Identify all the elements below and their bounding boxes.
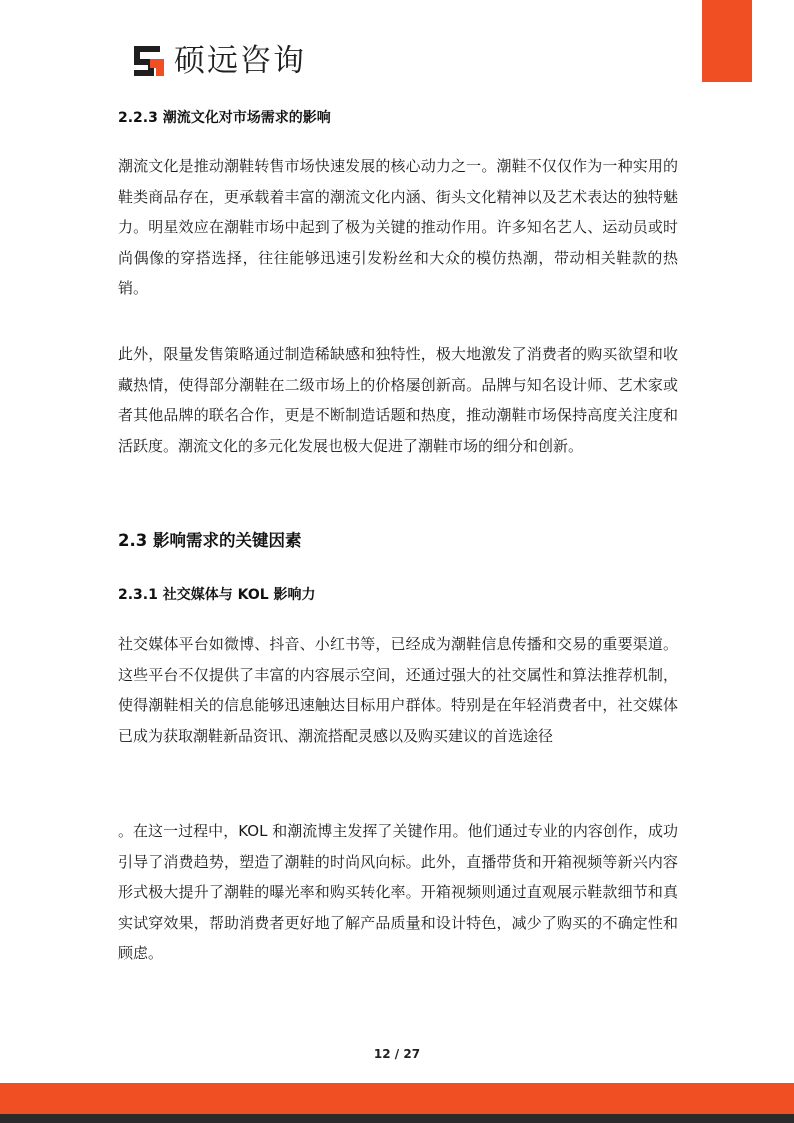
page-number: 12 / 27 — [373, 1047, 421, 1061]
section-heading-2-2-3: 2.2.3 潮流文化对市场需求的影响 — [118, 110, 331, 126]
section-heading-2-3: 2.3 影响需求的关键因素 — [118, 531, 302, 550]
footer-orange-bar — [0, 1083, 794, 1114]
paragraph: 潮流文化是推动潮鞋转售市场快速发展的核心动力之一。潮鞋不仅仅作为一种实用的鞋类商品存在，更承载着丰富的潮流文化内涵、街头文化精神以及艺术表达的独特魅力。明星效应在潮鞋市场中起到了极为关键的推动作用。许多知名艺人、运动员或时尚偶像的穿搭选择，往往能够迅速引发粉丝和大众的模仿热潮，带动相关鞋款的热销。 — [118, 157, 678, 297]
brand-name: 硕远咨询 — [174, 43, 306, 79]
paragraph: 社交媒体平台如微博、抖音、小红书等，已经成为潮鞋信息传播和交易的重要渠道。这些平台不仅提供了丰富的内容展示空间，还通过强大的社交属性和算法推荐机制，使得潮鞋相关的信息能够迅速触达目标用户群体。特别是在年轻消费者中，社交媒体已成为获取潮鞋新品资讯、潮流搭配灵感以及购买建议的首选途径 — [118, 635, 678, 745]
section-heading-2-3-1: 2.3.1 社交媒体与 KOL 影响力 — [118, 587, 316, 603]
paragraph: 。在这一过程中，KOL 和潮流博主发挥了关键作用。他们通过专业的内容创作，成功引导了消费趋势，塑造了潮鞋的时尚风向标。此外，直播带货和开箱视频等新兴内容形式极大提升了潮鞋的曝光率和购买转化率。开箱视频则通过直观展示鞋款细节和真实试穿效果，帮助消费者更好地了解产品质量和设计特色，减少了购买的不确定性和顾虑。 — [118, 822, 678, 962]
footer-dark-bar — [0, 1114, 794, 1123]
header-accent-block — [702, 0, 752, 82]
brand-logo-icon — [130, 42, 168, 80]
brand-header — [130, 40, 306, 82]
paragraph: 此外，限量发售策略通过制造稀缺感和独特性，极大地激发了消费者的购买欲望和收藏热情，使得部分潮鞋在二级市场上的价格屡创新高。品牌与知名设计师、艺术家或者其他品牌的联名合作，更是不断制造话题和热度，推动潮鞋市场保持高度关注度和活跃度。潮流文化的多元化发展也极大促进了潮鞋市场的细分和创新。 — [118, 345, 678, 455]
